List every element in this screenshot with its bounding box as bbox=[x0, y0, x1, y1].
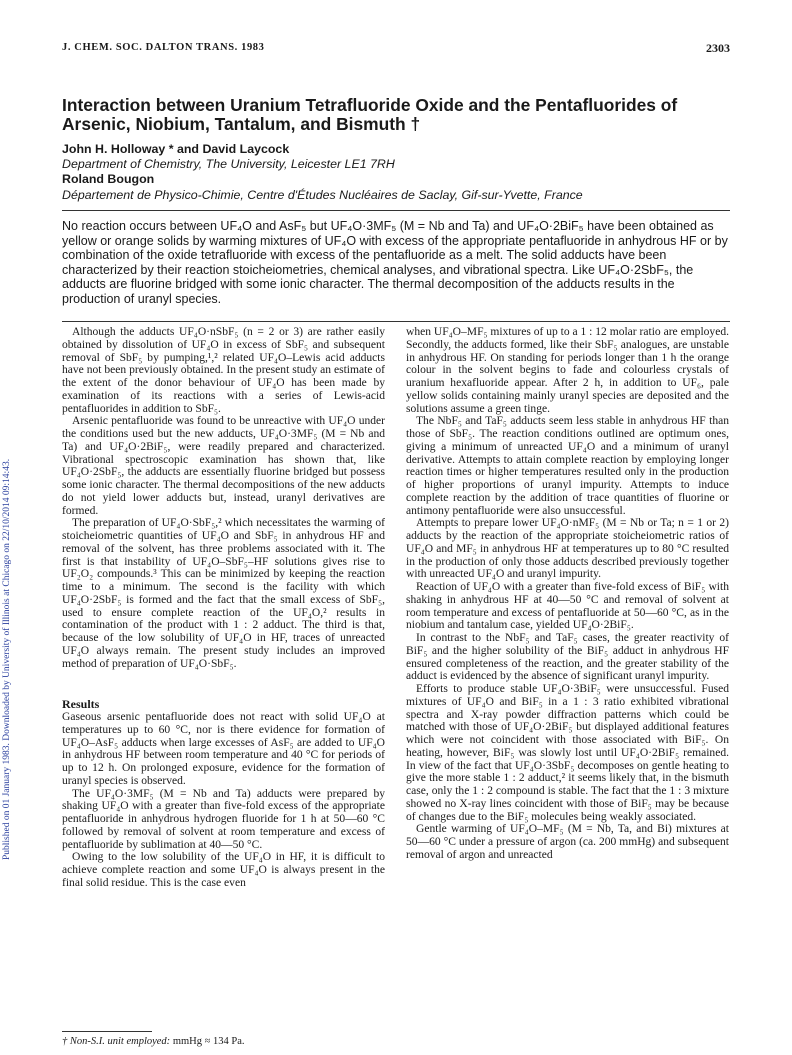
paragraph: Reaction of UF₄O with a greater than five-fold excess of BiF₅ with shaking in anhydrous HF at 40—50 °C and removal of solvent at room temperature and excess of pentafluoride at 50—60 °C, as in the niobium and tantalum case, yielded UF₄O·2BiF₅. bbox=[406, 581, 729, 632]
section-heading: Results bbox=[62, 697, 100, 712]
abstract: No reaction occurs between UF₄O and AsF₅ but UF₄O·3MF₅ (M = Nb and Ta) and UF₄O·2BiF₅ have been obtained as yellow or orange solids by warming mixtures of UF₄O with excess of the appropriate pentafluoride in anhydrous HF or by combination of the oxide tetrafluoride with excess of the pentafluoride as a melt. The solid adducts have been characterized by their reaction stoicheiometries, chemical analyses, and vibrational spectra. Like UF₄O·2SbF₅, the adducts are fluorine bridged with some ionic character. The thermal decomposition of the adducts results in the production of uranyl species. bbox=[62, 219, 728, 306]
paragraph: The NbF₅ and TaF₅ adducts seem less stable in anhydrous HF than those of SbF₅. The reaction conditions outlined are optimum ones, giving a minimum of unreacted UF₄O and a minimum of uranyl derivative. Attempts to attain complete reaction by employing longer reaction times or higher temperatures resulted only in the production of higher proportions of uranyl impurity. Attempts to induce complete reaction by the addition of trace quantities of fluorine or antimony pentafluoride were also unsuccessful. bbox=[406, 415, 729, 517]
footnote bbox=[62, 1036, 385, 1048]
paragraph: when UF₄O–MF₅ mixtures of up to a 1 : 12 molar ratio are employed. Secondly, the adducts formed, like their SbF₅ analogues, are unstable in anhydrous HF. On standing for periods longer than 1 h the orange colour in the solvent begins to fade and colourless crystals of uranium hexafluoride appear. After 2 h, in addition to UF₆, pale yellow solids containing mainly uranyl species are deposited and the solutions assume a green tinge. bbox=[406, 326, 729, 415]
paragraph: Owing to the low solubility of the UF₄O in HF, it is difficult to achieve complete reaction and some UF₄O is always present in the final solid residue. This is the case even bbox=[62, 851, 385, 889]
paragraph: The preparation of UF₄O·SbF₅,² which necessitates the warming of stoicheiometric quantities of UF₄O and SbF₅ in anhydrous HF and removal of the solvent, has three problems associated with it. The first is that instability of UF₄O–SbF₅–HF solutions gives rise to UF₂O₂ compounds.³ This can be minimized by keeping the reaction time to a minimum. The second is the facility with which UF₄O·2SbF₅ is formed and the fact that the small excess of SbF₅, used to ensure complete reaction of the UF₄O,² results in contamination of the product with 1 : 2 adduct. The third is that, because of the low solubility of UF₄O in HF, traces of unreacted UF₄O always remain. The present study includes an improved method of preparation of UF₄O·SbF₅. bbox=[62, 517, 385, 670]
author-names: Roland Bougon bbox=[62, 172, 155, 187]
right-column bbox=[406, 326, 729, 862]
paragraph: Gaseous arsenic pentafluoride does not react with solid UF₄O at temperatures up to 60 °C, nor is there evidence for formation of UF₄O–AsF₅ adducts when large excesses of AsF₅ are added to UF₄O in anhydrous HF between room temperature and 40 °C for periods of up to 12 h. On prolonged exposure, evidence for the formation of uranyl species is observed. bbox=[62, 711, 385, 787]
affiliation: Département de Physico-Chimie, Centre d'Études Nucléaires de Saclay, Gif-sur-Yvette, France bbox=[62, 187, 583, 202]
journal-name: J. CHEM. SOC. DALTON TRANS. 1983 bbox=[62, 42, 265, 53]
divider bbox=[62, 210, 730, 211]
author-names: John H. Holloway * and David Laycock bbox=[62, 142, 290, 156]
paragraph: The UF₄O·3MF₅ (M = Nb and Ta) adducts were prepared by shaking UF₄O with a greater than five-fold excess of the appropriate pentafluoride in anhydrous hydrogen fluoride for 1 h at 50—60 °C followed by removal of solvent at room temperature and excess of pentafluoride by sublimation at 40—50 °C. bbox=[62, 787, 385, 851]
download-watermark bbox=[2, 160, 16, 860]
paragraph: Attempts to prepare lower UF₄O·nMF₅ (M = Nb or Ta; n = 1 or 2) adducts by the reaction of the appropriate stoicheiometric ratios of UF₄O and MF₅ in anhydrous HF at temperatures up to 80 °C resulted in the production of only those adducts described previously together with unreacted UF₄O and uranyl impurity. bbox=[406, 517, 729, 581]
download-watermark-text: Published on 01 January 1983. Downloaded by University of Illinois at Chicago on 22/10/2014 09:14:43. bbox=[2, 458, 12, 860]
paragraph: Arsenic pentafluoride was found to be unreactive with UF₄O under the conditions used but the new adducts, UF₄O·3MF₅ (M = Nb and Ta) and UF₄O·2BiF₅, were readily prepared and characterized. Vibrational spectroscopic examination has shown that, like UF₄O·2SbF₅, the adducts are essentially fluorine bridged but possess some ionic character. The thermal decompositions of the new adducts do not yield lower adducts but, instead, uranyl derivatives are formed. bbox=[62, 415, 385, 517]
paragraph: Gentle warming of UF₄O–MF₅ (M = Nb, Ta, and Bi) mixtures at 50—60 °C under a pressure of argon (ca. 200 mmHg) and subsequent removal of argon and unreacted bbox=[406, 823, 729, 861]
author-block bbox=[62, 142, 742, 203]
page-number: 2303 bbox=[706, 41, 730, 55]
paragraph: In contrast to the NbF₅ and TaF₅ cases, the greater reactivity of BiF₅ and the higher solubility of the BiF₅ adduct in anhydrous HF ensured completeness of the reaction, and the greater stability of the adduct is evidenced by the absence of significant uranyl impurity. bbox=[406, 632, 729, 683]
left-column bbox=[62, 326, 385, 890]
paragraph: Efforts to produce stable UF₄O·3BiF₅ were unsuccessful. Fused mixtures of UF₄O and BiF₅ in a 1 : 3 ratio exhibited vibrational spectra and X-ray powder diffraction patterns which could be matched with those of UF₄O·2BiF₅ but displayed additional features which were not coincident with those associated with BiF₅. On heating, however, BiF₅ was slowly lost until UF₄O·2BiF₅ remained. In view of the fact that UF₄O·3SbF₅ decomposes on gentle heating to give the more stable 1 : 2 adduct,² it seems likely that, in the bismuth case, only the 1 : 2 compound is stable. The fact that the 1 : 3 mixture showed no X-ray lines coincident with those of BiF₅ may be because of changes due to the BiF₅ molecules being weakly associated. bbox=[406, 683, 729, 823]
affiliation: Department of Chemistry, The University, Leicester LE1 7RH bbox=[62, 157, 395, 172]
article-title: Interaction between Uranium Tetrafluoride Oxide and the Pentafluorides of Arsenic, Niobium, Tantalum, and Bismuth † bbox=[62, 95, 678, 134]
footnote-text: mmHg ≈ 134 Pa. bbox=[170, 1036, 245, 1047]
footnote-label: † Non-S.I. unit employed: bbox=[62, 1036, 171, 1047]
footnote-rule bbox=[62, 1031, 152, 1032]
paragraph: Although the adducts UF₄O·nSbF₅ (n = 2 or 3) are rather easily obtained by dissolution of UF₄O in excess of SbF₅ and subsequent removal of SbF₅ by pumping,¹,² related UF₄O–Lewis acid adducts have not been previously obtained. In the present study an estimate of the extent of the donor behaviour of UF₄O has been made by examination of its reactions with a series of Lewis-acid pentafluorides in addition to SbF₅. bbox=[62, 326, 385, 415]
divider bbox=[62, 321, 730, 322]
running-header bbox=[62, 42, 730, 58]
